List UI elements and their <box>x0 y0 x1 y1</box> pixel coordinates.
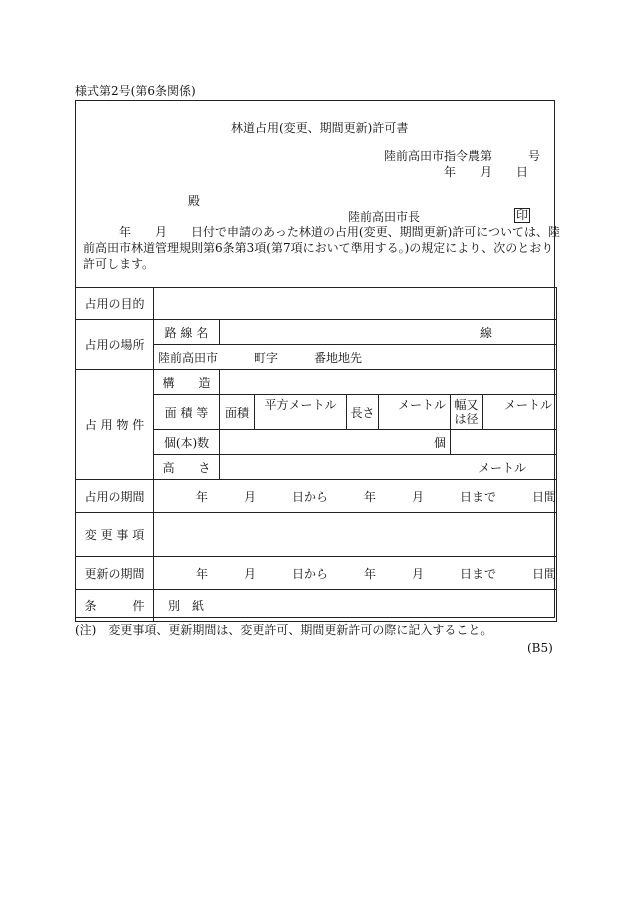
purpose-value <box>154 288 557 320</box>
addressee-suffix: 殿 <box>188 194 201 208</box>
footer-note: (注) 変更事項、更新期間は、変更許可、期間更新許可の際に記入すること。 <box>75 623 493 637</box>
height-unit: メートル <box>220 455 557 480</box>
count-unit-1: 個 <box>220 430 451 455</box>
address-value: 陸前高田市 町字 番地地先 <box>154 345 557 370</box>
condition-value: 別 紙 <box>154 590 557 622</box>
area-sublabel: 面積 <box>220 395 255 430</box>
condition-label: 条 件 <box>76 590 154 622</box>
width-label: 幅又は径 <box>451 395 483 430</box>
form-label: 様式第2号(第6条関係) <box>75 84 196 98</box>
change-value <box>154 513 557 557</box>
area-unit: 平方メートル <box>255 395 347 430</box>
seal-mark: 印 <box>516 208 529 222</box>
route-suffix: 線 <box>480 325 493 340</box>
document-title: 林道占用(変更、期間更新)許可書 <box>231 121 409 135</box>
permit-table <box>75 287 557 622</box>
body-text-line-1: 年 月 日付で申請のあった林道の占用(変更、期間更新)許可については、陸 <box>83 225 561 239</box>
body-text-line-3: 許可します。 <box>83 257 155 271</box>
area-label: 面 積 等 <box>154 395 220 430</box>
official-seal <box>514 208 530 223</box>
structure-label: 構 造 <box>154 370 220 395</box>
renewal-label: 更新の期間 <box>76 557 154 590</box>
document-number: 陸前高田市指令農第 号 <box>384 149 541 163</box>
purpose-label: 占用の目的 <box>76 288 154 320</box>
height-label: 高 さ <box>154 455 220 480</box>
change-label: 変 更 事 項 <box>76 513 154 557</box>
count-spacer <box>451 430 557 455</box>
paper-size-label: (B5) <box>527 641 553 655</box>
place-label: 占用の場所 <box>76 320 154 370</box>
issuer-name: 陸前高田市長 <box>348 210 421 224</box>
width-unit: メートル <box>483 395 557 430</box>
length-unit: メートル <box>379 395 451 430</box>
count-label: 個(本)数 <box>154 430 220 455</box>
renewal-value: 年 月 日から 年 月 日まで 日間 <box>154 557 557 590</box>
route-label: 路 線 名 <box>154 320 220 345</box>
period-value: 年 月 日から 年 月 日まで 日間 <box>154 480 557 513</box>
length-label: 長さ <box>347 395 379 430</box>
period-label: 占用の期間 <box>76 480 154 513</box>
route-value <box>220 320 557 345</box>
structure-value <box>220 370 557 395</box>
issue-date: 年 月 日 <box>444 165 529 179</box>
body-text-line-2: 前高田市林道管理規則第6条第3項(第7項において準用する。)の規定により、次のとおり <box>83 241 554 255</box>
object-label: 占 用 物 件 <box>76 370 154 480</box>
